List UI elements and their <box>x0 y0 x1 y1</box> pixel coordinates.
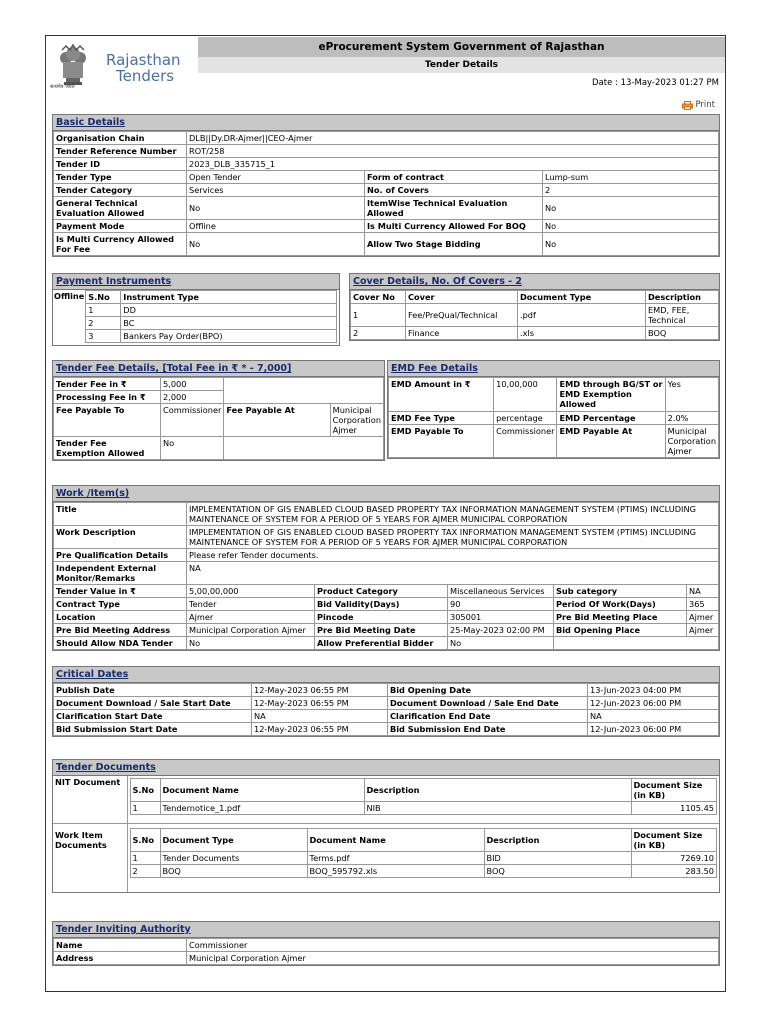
prebid-address-label: Pre Bid Meeting Address <box>54 624 187 637</box>
fee-payable-to-label: Fee Payable To <box>54 404 161 437</box>
table-row <box>86 317 337 330</box>
processing-fee-label: Processing Fee in ₹ <box>54 391 161 404</box>
cell-instrument: Bankers Pay Order(BPO) <box>121 330 337 343</box>
mc-boq-label: Is Multi Currency Allowed For BOQ <box>365 220 543 233</box>
col-description: Description <box>484 829 631 852</box>
submission-start-label: Bid Submission Start Date <box>54 723 252 736</box>
table-row <box>54 145 719 158</box>
bid-validity-value: 90 <box>448 598 554 611</box>
payment-mode-label: Payment Mode <box>54 220 187 233</box>
id-value: 2023_DLB_335715_1 <box>187 158 719 171</box>
work-items-heading: Work /Item(s) <box>53 486 719 502</box>
nit-document-label: NIT Document <box>53 776 127 824</box>
cell-document-link[interactable]: Terms.pdf <box>307 852 484 865</box>
type-label: Tender Type <box>54 171 187 184</box>
nda-label: Should Allow NDA Tender <box>54 637 187 650</box>
contract-label: Form of contract <box>365 171 543 184</box>
printer-icon <box>682 101 693 110</box>
work-description-value: IMPLEMENTATION OF GIS ENABLED CLOUD BASED PROPERTY TAX INFORMATION MANAGEMENT SYSTEM (PTIMS) INCLUDING MAINTENANCE OF SYSTEM FOR A PERIOD OF 5 YEARS FOR AJMER MUNICIPAL CORPORATION <box>187 526 719 549</box>
blank-cell <box>554 637 719 650</box>
critical-dates-table <box>53 683 719 736</box>
download-end-label: Document Download / Sale End Date <box>388 697 588 710</box>
table-row <box>54 585 719 598</box>
emd-bg-value: Yes <box>665 378 718 412</box>
publish-date-value: 12-May-2023 06:55 PM <box>252 684 388 697</box>
blank-cell <box>224 378 384 404</box>
table-row <box>54 171 719 184</box>
work-description-label: Work Description <box>54 526 187 549</box>
product-category-value: Miscellaneous Services <box>448 585 554 598</box>
work-title-value: IMPLEMENTATION OF GIS ENABLED CLOUD BASED PROPERTY TAX INFORMATION MANAGEMENT SYSTEM (PTIMS) INCLUDING MAINTENANCE OF SYSTEM FOR A PERIOD OF 5 YEARS FOR AJMER MUNICIPAL CORPORATION <box>187 503 719 526</box>
contract-type-value: Tender <box>187 598 315 611</box>
payment-mode-value: Offline <box>187 220 365 233</box>
two-stage-value: No <box>543 233 719 256</box>
emd-percentage-label: EMD Percentage <box>557 412 665 425</box>
prebid-place-label: Pre Bid Meeting Place <box>554 611 687 624</box>
iem-label: Independent External Monitor/Remarks <box>54 562 187 585</box>
work-item-documents-label: Work Item Documents <box>53 824 127 893</box>
tender-documents-heading: Tender Documents <box>53 760 719 776</box>
cell-document-link[interactable]: Tendernotice_1.pdf <box>160 802 364 815</box>
emd-payable-to-label: EMD Payable To <box>389 425 494 458</box>
pincode-label: Pincode <box>315 611 448 624</box>
authority-address-label: Address <box>54 952 187 965</box>
sub-category-value: NA <box>687 585 719 598</box>
authority-name-value: Commissioner <box>187 939 719 952</box>
gte-label: General Technical Evaluation Allowed <box>54 197 187 220</box>
tender-fee-label: Tender Fee in ₹ <box>54 378 161 391</box>
table-row <box>54 526 719 549</box>
table-row <box>351 327 719 340</box>
print-label: Print <box>695 100 715 110</box>
logo-line-2: Tenders <box>116 67 175 85</box>
col-instrument-type: Instrument Type <box>121 291 337 304</box>
fee-payable-at-value: Municipal Corporation Ajmer <box>330 404 383 437</box>
table-row <box>54 132 719 145</box>
table-row <box>389 378 719 412</box>
table-row <box>54 637 719 650</box>
emd-fee-table <box>388 377 719 458</box>
cell-cover-no: 2 <box>351 327 406 340</box>
table-row <box>54 723 719 736</box>
cell-doctype: Tender Documents <box>160 852 307 865</box>
cell-instrument: BC <box>121 317 337 330</box>
clarification-start-value: NA <box>252 710 388 723</box>
cell-description: EMD, FEE, Technical <box>646 304 719 327</box>
col-description: Description <box>364 779 631 802</box>
basic-details-table <box>53 131 719 256</box>
col-document-size: Document Size (in KB) <box>631 779 717 802</box>
col-description: Description <box>646 291 719 304</box>
table-row <box>54 710 719 723</box>
preferential-label: Allow Preferential Bidder <box>315 637 448 650</box>
emd-payable-at-label: EMD Payable At <box>557 425 665 458</box>
bid-opening-place-label: Bid Opening Place <box>554 624 687 637</box>
rajasthan-tenders-logo[interactable] <box>48 38 198 98</box>
col-sno: S.No <box>86 291 121 304</box>
inviting-authority-table <box>53 938 719 965</box>
table-row <box>54 598 719 611</box>
basic-details-section <box>52 114 720 257</box>
id-label: Tender ID <box>54 158 187 171</box>
cell-sno: 1 <box>130 802 160 815</box>
table-row <box>54 437 384 460</box>
col-document-size: Document Size (in KB) <box>631 829 717 852</box>
type-value: Open Tender <box>187 171 365 184</box>
prebid-place-value: Ajmer <box>687 611 719 624</box>
tender-value-value: 5,00,00,000 <box>187 585 315 598</box>
col-document-type: Document Type <box>160 829 307 852</box>
contract-type-label: Contract Type <box>54 598 187 611</box>
category-label: Tender Category <box>54 184 187 197</box>
emd-fee-heading: EMD Fee Details <box>388 361 719 377</box>
tender-fee-heading: Tender Fee Details, [Total Fee in ₹ * - 7,000] <box>53 361 384 377</box>
gte-value: No <box>187 197 365 220</box>
basic-details-heading: Basic Details <box>53 115 719 131</box>
bid-opening-date-label: Bid Opening Date <box>388 684 588 697</box>
payment-instruments-section <box>52 273 340 346</box>
table-row <box>54 158 719 171</box>
cell-size: 283.50 <box>631 865 717 878</box>
col-sno: S.No <box>130 829 160 852</box>
publish-date-label: Publish Date <box>54 684 252 697</box>
table-row <box>389 425 719 458</box>
prebid-date-label: Pre Bid Meeting Date <box>315 624 448 637</box>
ite-value: No <box>543 197 719 220</box>
table-row <box>86 304 337 317</box>
emd-type-value: percentage <box>494 412 557 425</box>
emd-percentage-value: 2.0% <box>665 412 718 425</box>
table-row <box>130 802 717 815</box>
payment-instruments-table <box>85 290 337 343</box>
inviting-authority-heading: Tender Inviting Authority <box>53 922 719 938</box>
system-title: eProcurement System Government of Rajasthan <box>198 37 725 57</box>
critical-dates-section <box>52 666 720 737</box>
work-item-documents-table <box>130 828 718 878</box>
cell-description: NIB <box>364 802 631 815</box>
cover-details-heading: Cover Details, No. Of Covers - 2 <box>350 274 719 290</box>
table-row <box>54 684 719 697</box>
cell-cover: Finance <box>406 327 518 340</box>
col-document-name: Document Name <box>160 779 364 802</box>
table-row <box>54 233 719 256</box>
cell-sno: 1 <box>86 304 121 317</box>
inviting-authority-section <box>52 921 720 966</box>
ite-label: ItemWise Technical Evaluation Allowed <box>365 197 543 220</box>
cell-description: BOQ <box>484 865 631 878</box>
payment-mode: Offline <box>54 291 85 301</box>
work-title-label: Title <box>54 503 187 526</box>
mc-boq-value: No <box>543 220 719 233</box>
tender-fee-section <box>52 360 385 461</box>
submission-end-label: Bid Submission End Date <box>388 723 588 736</box>
prequal-label: Pre Qualification Details <box>54 549 187 562</box>
authority-address-value: Municipal Corporation Ajmer <box>187 952 719 965</box>
submission-end-value: 12-Jun-2023 06:00 PM <box>588 723 719 736</box>
cell-cover-no: 1 <box>351 304 406 327</box>
fee-payable-to-value: Commissioner <box>161 404 224 437</box>
table-row <box>54 611 719 624</box>
clarification-end-label: Clarification End Date <box>388 710 588 723</box>
cell-description: BID <box>484 852 631 865</box>
prequal-value: Please refer Tender documents. <box>187 549 719 562</box>
table-row <box>54 184 719 197</box>
payment-instruments-heading: Payment Instruments <box>53 274 339 290</box>
table-row <box>54 549 719 562</box>
submission-start-value: 12-May-2023 06:55 PM <box>252 723 388 736</box>
ref-value: ROT/258 <box>187 145 719 158</box>
cell-sno: 2 <box>130 865 160 878</box>
logo-line-1: Rajasthan <box>106 51 181 69</box>
covers-label: No. of Covers <box>365 184 543 197</box>
org-value: DLB||Dy.DR-Ajmer||CEO-Ajmer <box>187 132 719 145</box>
emd-fee-section <box>387 360 720 459</box>
tender-details-page <box>45 35 726 992</box>
fee-exemption-value: No <box>161 437 224 460</box>
tender-fee-table <box>53 377 384 460</box>
prebid-address-value: Municipal Corporation Ajmer <box>187 624 315 637</box>
report-date: Date : 13-May-2023 01:27 PM <box>592 78 719 88</box>
org-label: Organisation Chain <box>54 132 187 145</box>
location-label: Location <box>54 611 187 624</box>
logo-text <box>106 52 181 84</box>
table-row <box>54 697 719 710</box>
cell-sno: 2 <box>86 317 121 330</box>
table-row <box>54 562 719 585</box>
ref-label: Tender Reference Number <box>54 145 187 158</box>
col-cover: Cover <box>406 291 518 304</box>
emd-payable-to-value: Commissioner <box>494 425 557 458</box>
cell-sno: 3 <box>86 330 121 343</box>
emd-amount-value: 10,00,000 <box>494 378 557 412</box>
bid-validity-label: Bid Validity(Days) <box>315 598 448 611</box>
table-row <box>130 852 717 865</box>
cover-details-section <box>349 273 720 341</box>
period-of-work-value: 365 <box>687 598 719 611</box>
prebid-date-value: 25-May-2023 02:00 PM <box>448 624 554 637</box>
table-row <box>86 330 337 343</box>
cell-doctype: .pdf <box>518 304 646 327</box>
work-items-table <box>53 502 719 650</box>
fee-payable-at-label: Fee Payable At <box>224 404 330 437</box>
cell-size: 7269.10 <box>631 852 717 865</box>
period-of-work-label: Period Of Work(Days) <box>554 598 687 611</box>
cover-details-table <box>350 290 719 340</box>
product-category-label: Product Category <box>315 585 448 598</box>
category-value: Services <box>187 184 365 197</box>
contract-value: Lump-sum <box>543 171 719 184</box>
print-link[interactable] <box>682 100 715 110</box>
blank-cell <box>224 437 384 460</box>
col-sno: S.No <box>130 779 160 802</box>
table-row <box>54 624 719 637</box>
tender-fee-value: 5,000 <box>161 378 224 391</box>
two-stage-label: Allow Two Stage Bidding <box>365 233 543 256</box>
table-row <box>130 865 717 878</box>
page-subtitle: Tender Details <box>198 57 725 73</box>
col-cover-no: Cover No <box>351 291 406 304</box>
table-row <box>54 220 719 233</box>
clarification-start-label: Clarification Start Date <box>54 710 252 723</box>
bid-opening-place-value: Ajmer <box>687 624 719 637</box>
emd-payable-at-value: Municipal Corporation Ajmer <box>665 425 718 458</box>
authority-name-label: Name <box>54 939 187 952</box>
covers-value: 2 <box>543 184 719 197</box>
table-row <box>54 939 719 952</box>
tender-documents-section <box>52 759 720 893</box>
col-document-name: Document Name <box>307 829 484 852</box>
fee-exemption-label: Tender Fee Exemption Allowed <box>54 437 161 460</box>
sub-category-label: Sub category <box>554 585 687 598</box>
table-row <box>54 197 719 220</box>
clarification-end-value: NA <box>588 710 719 723</box>
iem-value: NA <box>187 562 719 585</box>
table-row <box>389 412 719 425</box>
table-row <box>54 503 719 526</box>
download-start-label: Document Download / Sale Start Date <box>54 697 252 710</box>
pincode-value: 305001 <box>448 611 554 624</box>
table-row <box>54 404 384 437</box>
payment-wrapper <box>53 290 339 345</box>
mc-fee-value: No <box>187 233 365 256</box>
preferential-value: No <box>448 637 554 650</box>
mc-fee-label: Is Multi Currency Allowed For Fee <box>54 233 187 256</box>
nit-documents-table <box>130 778 718 815</box>
location-value: Ajmer <box>187 611 315 624</box>
download-start-value: 12-May-2023 06:55 PM <box>252 697 388 710</box>
cell-instrument: DD <box>121 304 337 317</box>
cell-doctype: BOQ <box>160 865 307 878</box>
tender-value-label: Tender Value in ₹ <box>54 585 187 598</box>
nda-value: No <box>187 637 315 650</box>
emblem-caption: सत्यमेव जयते <box>50 84 75 90</box>
tender-documents-wrapper <box>53 776 719 892</box>
table-row <box>54 952 719 965</box>
col-document-type: Document Type <box>518 291 646 304</box>
emd-type-label: EMD Fee Type <box>389 412 494 425</box>
critical-dates-heading: Critical Dates <box>53 667 719 683</box>
emd-amount-label: EMD Amount in ₹ <box>389 378 494 412</box>
cell-doctype: .xls <box>518 327 646 340</box>
work-items-section <box>52 485 720 651</box>
processing-fee-value: 2,000 <box>161 391 224 404</box>
cell-sno: 1 <box>130 852 160 865</box>
table-row <box>351 304 719 327</box>
download-end-value: 12-Jun-2023 06:00 PM <box>588 697 719 710</box>
cell-size: 1105.45 <box>631 802 717 815</box>
bid-opening-date-value: 13-Jun-2023 04:00 PM <box>588 684 719 697</box>
cell-description: BOQ <box>646 327 719 340</box>
emd-bg-label: EMD through BG/ST or EMD Exemption Allowed <box>557 378 665 412</box>
cell-document-link[interactable]: BOQ_595792.xls <box>307 865 484 878</box>
cell-cover: Fee/PreQual/Technical <box>406 304 518 327</box>
table-row <box>54 378 384 391</box>
